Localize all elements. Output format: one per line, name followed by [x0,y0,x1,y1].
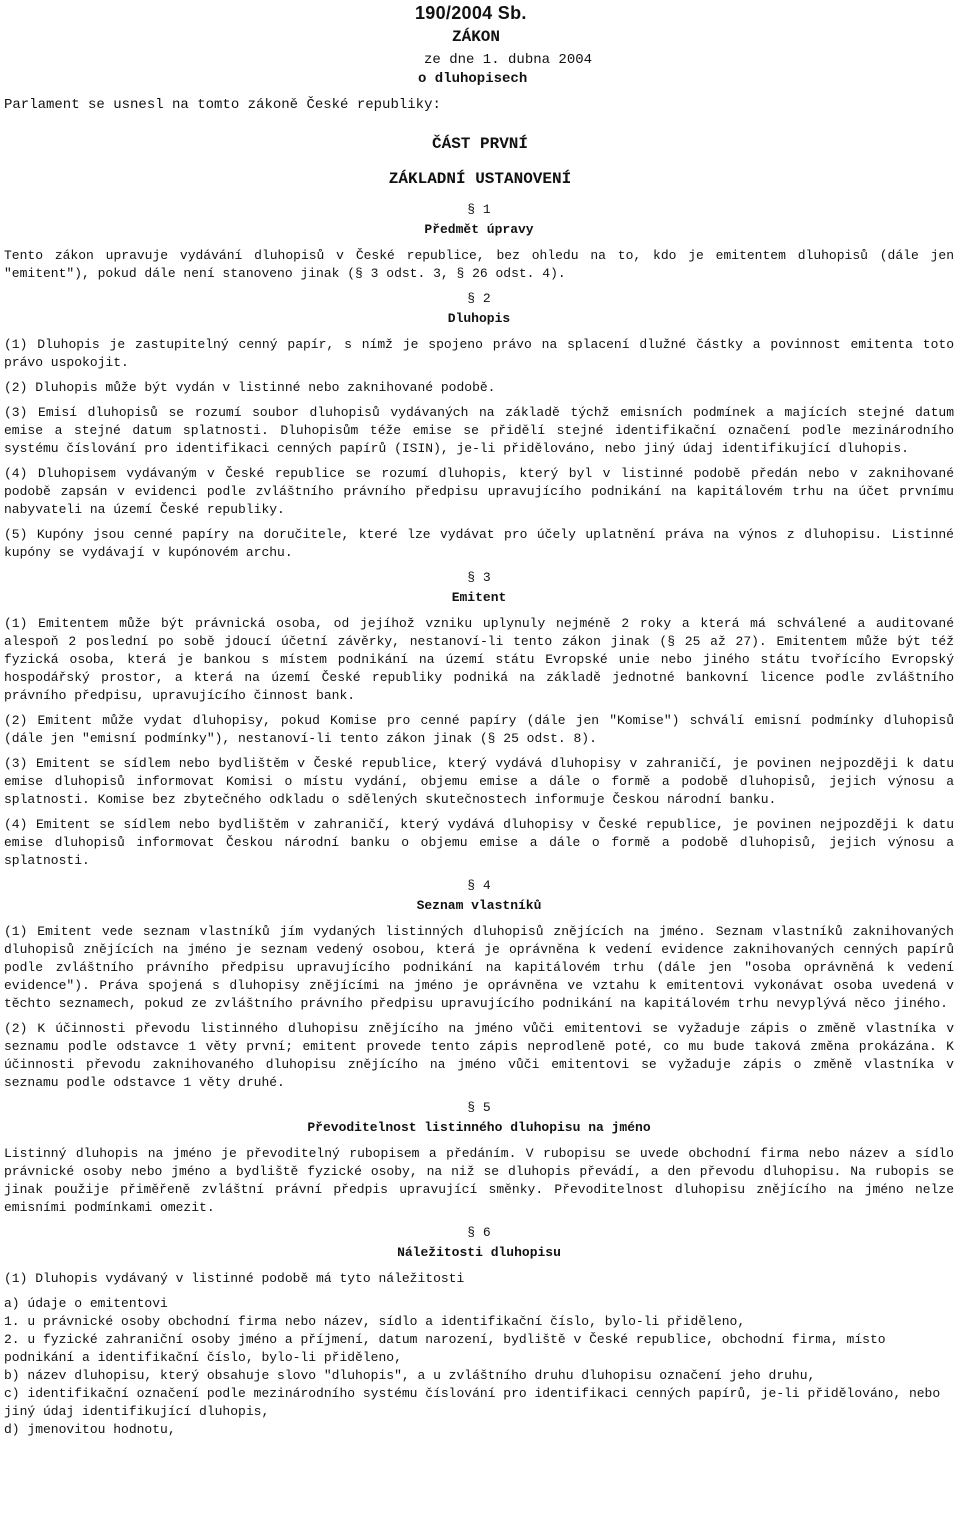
section-title: Dluhopis [447,311,511,326]
list-item: 2. u fyzické zahraniční osoby jméno a příjmení, datum narození, bydliště v České republice, obchodní firma, místo podnikání a identifikační číslo, bylo-li přiděleno, [4,1332,886,1365]
law-number: 190/2004 Sb. [415,3,527,23]
list-item: a) údaje o emitentovi [4,1296,168,1311]
paragraph: (3) Emisí dluhopisů se rozumí soubor dluhopisů vydávaných na základě týchž emisních podmínek a majících stejné datum emise a stejné datum splatnosti. Dluhopisům téže emise se přidělí stejné identifikační označení podle mezinárodního systému číslování pro identifikaci cenných papírů (ISIN), je-li přidělováno, nebo jiný údaj identifikující dluhopis. [4,405,954,456]
law-content [4,198,954,1439]
section-6 [4,1224,954,1439]
paragraph: (4) Emitent se sídlem nebo bydlištěm v zahraničí, který vydává dluhopisy v České republice, je povinen nejpozději k datu emise dluhopisů informovat Českou národní banku o objemu emise a dále o formě a podobě dluhopisů, jejich výnosu a splatnosti. [4,817,954,868]
requirements-list [4,1295,954,1439]
paragraph: (1) Dluhopis je zastupitelný cenný papír, s nímž je spojeno právo na splacení dlužné částky a povinnost emitenta toto právo uspokojit. [4,337,954,370]
law-date: ze dne 1. dubna 2004 [424,52,593,68]
paragraph: (2) K účinnosti převodu listinného dluhopisu znějícího na jméno vůči emitentovi se vyžaduje zápis o změně vlastníka v seznamu podle odstavce 1 věty první; emitent provede tento zápis neprodleně poté, co mu bude taková změna prokázána. K účinnosti převodu zaknihovaného dluhopisu znějícího na jméno vůči emitentovi se vyžaduje zápis o změně vlastníka v seznamu podle odstavce 1 věty druhé. [4,1021,954,1090]
paragraph: (5) Kupóny jsou cenné papíry na doručitele, které lze vydávat pro účely uplatnění práva na výnos z dluhopisu. Listinné kupóny se vydávají v kupónovém archu. [4,527,954,560]
list-item: 1. u právnické osoby obchodní firma nebo název, sídlo a identifikační číslo, bylo-li přiděleno, [4,1314,746,1329]
section-mark: § 2 [467,291,491,306]
preamble: Parlament se usnesl na tomto zákoně České republiky: [4,97,441,113]
law-type-heading: ZÁKON [452,28,501,46]
list-item: b) název dluhopisu, který obsahuje slovo "dluhopis", a u zvláštního druhu dluhopisu označení jeho druhu, [4,1368,816,1383]
section-mark: § 6 [467,1225,491,1240]
section-1 [4,201,954,283]
part-subtitle: ZÁKLADNÍ USTANOVENÍ [388,170,572,188]
list-item: d) jmenovitou hodnotu, [4,1422,176,1437]
law-header [0,0,960,118]
section-title: Seznam vlastníků [416,898,542,913]
section-mark: § 5 [467,1100,491,1115]
paragraph: Tento zákon upravuje vydávání dluhopisů v České republice, bez ohledu na to, kdo je emitentem dluhopisů (dále jen "emitent"), pokud dále není stanoveno jinak (§ 3 odst. 3, § 26 odst. 4). [4,248,954,281]
section-title: Emitent [451,590,507,605]
list-item: c) identifikační označení podle mezinárodního systému číslování pro identifikaci cenných papírů, je-li přidělováno, nebo jiný údaj identifikující dluhopis, [4,1386,941,1419]
paragraph: (3) Emitent se sídlem nebo bydlištěm v České republice, který vydává dluhopisy v zahraničí, je povinen nejpozději k datu emise dluhopisů informovat Komisi o místu vydání, objemu emise a dále o formě a podobě dluhopisů, jejich výnosu a splatnosti. Komise bez zbytečného odkladu o sdělených skutečnostech informuje Českou národní banku. [4,756,954,807]
paragraph: (1) Emitent vede seznam vlastníků jím vydaných listinných dluhopisů znějících na jméno. Seznam vlastníků zaknihovaných dluhopisů znějících na jméno je seznam vedený osobou, která je oprávněna k vedení evidence zaknihovaných cenných papírů podle zvláštního právního předpisu upravujícího podnikání na kapitálovém trhu (dále jen "osoba oprávněná k vedení evidence"). Práva spojená s dluhopisy znějícími na jméno je oprávněna ve vztahu k emitentovi vykonávat osoba uvedená v těchto seznamech, pokud ze zvláštního právního předpisu upravujícího podnikání na kapitálovém trhu nevyplývá něco jiného. [4,924,954,1011]
section-title: Předmět úpravy [424,222,534,237]
paragraph: (4) Dluhopisem vydávaným v České republice se rozumí dluhopis, který byl v listinné podobě předán nebo v zaknihované podobě zapsán v evidenci podle zvláštního právního předpisu upravujícího podnikání na kapitálovém trhu na účet prvnímu nabyvateli na území České republiky. [4,466,954,517]
paragraph: (1) Dluhopis vydávaný v listinné podobě má tyto náležitosti [4,1271,465,1286]
section-2 [4,290,954,562]
section-5 [4,1099,954,1217]
paragraph: Listinný dluhopis na jméno je převoditelný rubopisem a předáním. V rubopisu se uvede obchodní firma nebo název a sídlo právnické osoby nebo jméno a bydliště fyzické osoby, na niž se dluhopis převádí, a den převodu dluhopisu. Na rubopis se jinak použije přiměřeně zvláštní právní předpis upravující směnky. Převoditelnost dluhopisu znějícího na jméno nelze emisními podmínkami omezit. [4,1146,954,1215]
section-title: Náležitosti dluhopisu [397,1245,561,1260]
paragraph: (1) Emitentem může být právnická osoba, od jejíhož vzniku uplynuly nejméně 2 roky a která má schválené a auditované alespoň 2 poslední po sobě jdoucí účetní závěrky, nestanoví-li tento zákon jinak (§ 25 až 27). Emitentem může být též fyzická osoba, která je bankou s místem podnikání na území státu Evropské unie nebo jiného státu tvořícího Evropský hospodářský prostor, a která na území České republiky podniká na základě jednotné bankovní licence podle zvláštního právního předpisu, upravujícího činnost bank. [4,616,954,703]
section-mark: § 1 [467,202,491,217]
section-title: Převoditelnost listinného dluhopisu na jméno [307,1120,651,1135]
paragraph: (2) Dluhopis může být vydán v listinné nebo zaknihované podobě. [4,380,496,395]
part-title: ČÁST PRVNÍ [431,135,528,153]
section-4 [4,877,954,1092]
section-mark: § 4 [467,878,491,893]
section-mark: § 3 [467,570,491,585]
law-title: o dluhopisech [418,71,528,87]
section-3 [4,569,954,870]
paragraph: (2) Emitent může vydat dluhopisy, pokud Komise pro cenné papíry (dále jen "Komise") schválí emisní podmínky dluhopisů (dále jen "emisní podmínky"), nestanoví-li tento zákon jinak (§ 25 odst. 8). [4,713,954,746]
